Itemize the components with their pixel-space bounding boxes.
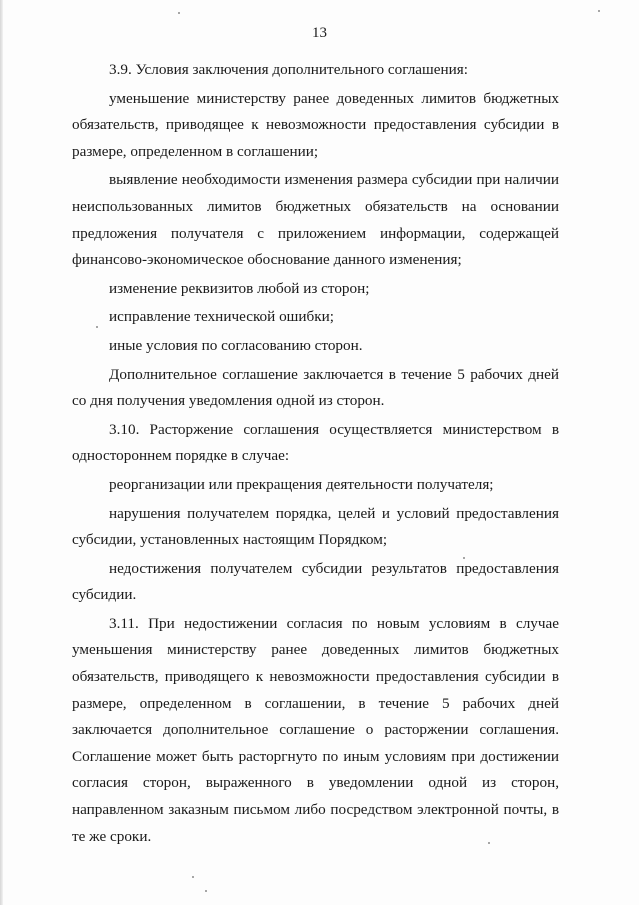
paragraph-additional-agreement-term: Дополнительное соглашение заключается в течение 5 рабочих дней со дня получения уведомления одной из сторон. [72, 365, 559, 410]
page-number: 13 [312, 25, 327, 41]
paragraph-requisites-change: изменение реквизитов любой из сторон; [109, 279, 370, 297]
scan-speck [96, 326, 98, 328]
paragraph-limits-reduction: уменьшение министерству ранее доведенных лимитов бюджетных обязательств, приводящее к невозможности предоставления субсидии в размере, определенном в соглашении; [72, 89, 559, 160]
paragraph-technical-error: исправление технической ошибки; [109, 308, 334, 326]
paragraph-3-11: 3.11. При недостижении согласия по новым условиям в случае уменьшения министерству ранее доведенных лимитов бюджетных обязательств, приводящего к невозможности предоставления субсидии в размере, определенном в соглашении, в течение 5 рабочих дней заключается дополнительное соглашение о расторжении соглашения. Соглашение может быть расторгнуто по иным условиям при достижении согласия сторон, выраженного в уведомлении одной из сторон, направленном заказным письмом либо посредством электронной почты, в те же сроки. [72, 614, 559, 845]
scan-speck [178, 12, 180, 14]
paragraph-subsidy-change-need: выявление необходимости изменения размера субсидии при наличии неиспользованных лимитов бюджетных обязательств на основании предложения получателя с приложением информации, содержащей финансово-экономическое обоснование данного изменения; [72, 171, 559, 269]
scan-speck [463, 557, 465, 559]
scan-page-edge [0, 0, 3, 905]
scan-speck [205, 890, 207, 892]
paragraph-results-not-achieved: недостижения получателем субсидии результатов предоставления субсидии. [72, 559, 559, 604]
paragraph-reorganization: реорганизации или прекращения деятельности получателя; [109, 475, 494, 493]
scan-speck [598, 10, 600, 12]
scan-speck [488, 842, 490, 844]
paragraph-other-conditions: иные условия по согласованию сторон. [109, 336, 363, 354]
paragraph-3-10-heading: 3.10. Расторжение соглашения осуществляется министерством в одностороннем порядке в случае: [72, 420, 559, 465]
paragraph-3-9-heading: 3.9. Условия заключения дополнительного соглашения: [109, 61, 468, 78]
document-body [72, 57, 559, 850]
paragraph-violation: нарушения получателем порядка, целей и условий предоставления субсидии, установленных настоящим Порядком; [72, 504, 559, 549]
scan-speck [192, 876, 194, 878]
